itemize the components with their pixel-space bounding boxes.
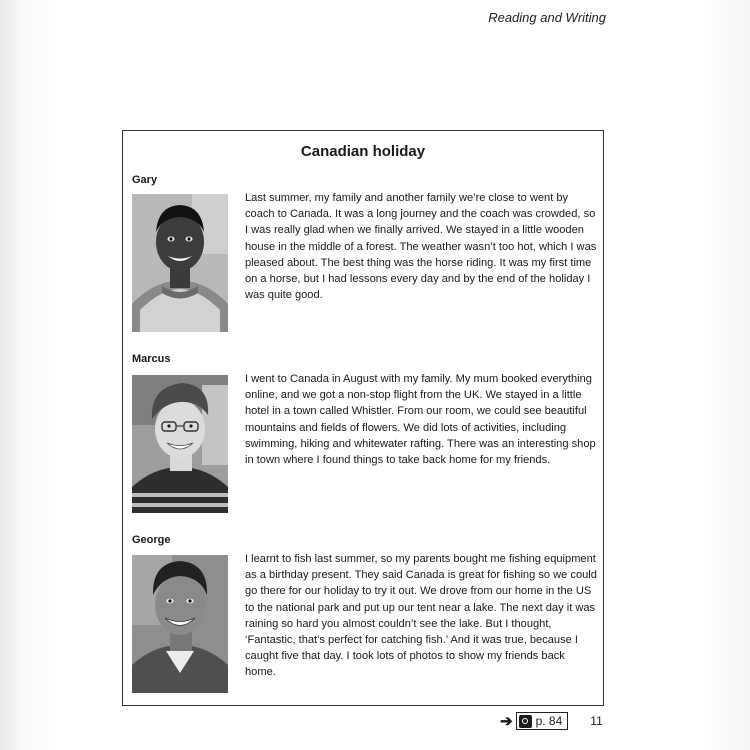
- entry-name-gary: Gary: [132, 174, 158, 186]
- entry-text-gary: Last summer, my family and another family we’re close to went by coach to Canada. It was a long journey and the coach was crowded, so I was really glad when we finally arrived. We stayed in a little wooden house in the middle of a forest. The weather wasn’t too hot, which I was pleased about. The best thing was the horse riding. It was my first time on a horse, but I had lessons every day and by the end of the holiday I was quite good.: [245, 192, 597, 302]
- page-number: 11: [590, 714, 603, 728]
- page-footer: [500, 711, 603, 731]
- portrait-photo-icon: [132, 555, 228, 693]
- entry-name-marcus: Marcus: [132, 353, 171, 365]
- arrow-right-icon: ➔: [500, 713, 513, 730]
- entry-text-george: I learnt to fish last summer, so my parents bought me fishing equipment as a birthday present. They said Canada is great for fishing so we could go there for our holiday to try it out. We drove from our home in the US to the national park and put up our tent near a lake. The next day it was raining so hard you almost couldn’t see the lake. But I thought, ‘Fantastic, that’s perfect for catching fish.’ And it was true, because I caught five that day. I took lots of photos to show my friends back home.: [245, 553, 597, 679]
- portrait-photo-icon: [132, 375, 228, 513]
- article-title: Canadian holiday: [300, 143, 426, 160]
- photo-gary: [132, 194, 228, 332]
- page-reference-label: p. 84: [535, 714, 563, 728]
- entry-text-marcus: I went to Canada in August with my family. My mum booked everything online, and we got a non-stop flight from the UK. We stayed in a little hotel in a town called Whistler. From our room, we could see beautiful mountains and fields of flowers. We did lots of activities, including swimming, hiking and whitewater rafting. There was an interesting shop in town where I found things to take back home for my friends.: [245, 373, 596, 467]
- reference-icon: [519, 715, 532, 728]
- portrait-photo-icon: [132, 194, 228, 332]
- photo-marcus: [132, 375, 228, 513]
- section-header: Reading and Writing: [488, 10, 606, 25]
- entry-name-george: George: [132, 534, 171, 546]
- article-box: [122, 130, 604, 706]
- photo-george: [132, 555, 228, 693]
- page-reference[interactable]: [516, 712, 569, 730]
